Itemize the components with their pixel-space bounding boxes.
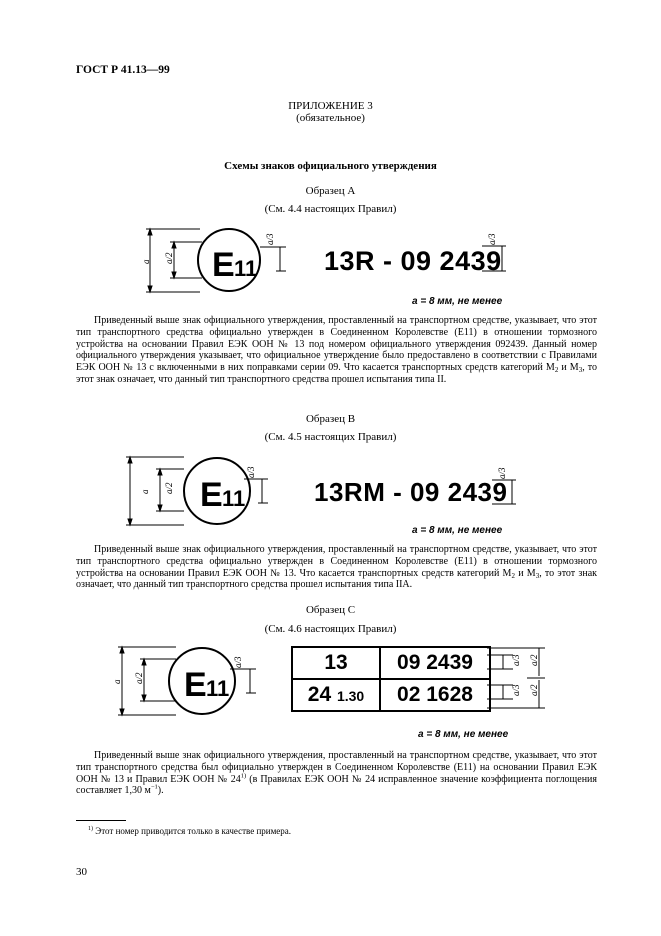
approval-mark-a xyxy=(140,226,300,301)
dimension-a3-b xyxy=(480,458,520,513)
approval-mark-b xyxy=(120,455,280,532)
svg-text:a/2: a/2 xyxy=(164,252,174,264)
mark-letter: E xyxy=(212,246,235,284)
svg-text:a/3: a/3 xyxy=(511,684,521,696)
table-row xyxy=(292,679,490,711)
svg-text:a: a xyxy=(140,489,150,494)
mark-letter: E xyxy=(184,666,207,704)
mark-number: 11 xyxy=(206,676,230,701)
appendix-status: (обязательное) xyxy=(296,112,365,124)
sample-c-title: Образец С xyxy=(305,604,356,616)
svg-text:a: a xyxy=(112,679,122,684)
size-note-c: a = 8 мм, не менее xyxy=(418,729,509,740)
svg-text:a/2: a/2 xyxy=(164,482,174,494)
approval-code-a: 13R - 09 2439 xyxy=(324,246,502,276)
table-cell: 24 1.30 xyxy=(292,679,380,711)
table-cell: 02 1628 xyxy=(380,679,490,711)
sample-c-ref: (См. 4.6 настоящих Правил) xyxy=(264,623,397,635)
sample-b-title: Образец B xyxy=(305,413,356,425)
svg-text:a/2: a/2 xyxy=(529,654,539,666)
approval-code-b: 13RM - 09 2439 xyxy=(314,477,508,507)
sample-a-text: Приведенный выше знак официального утверждения, проставленный на транспортном средстве, указывает, что этот тип транспортного средства официально утвержден в Соединенном Королевстве (Е11) в отношении тормозного устройства на основании Правил ЕЭК ООН № 13 под номером официального утверждения 092439. Данный номер официального утверждения указывает, что официальное утверждение было предоставлено в соответствии с Правилами ЕЭК ООН № 13 с включенными в них поправками серии 09. Что касается транспортных средств категорий $M_2$ и $M_3$, то этот знак означает, что данный тип транспортного средства прошел испытания типа II. xyxy=(76,315,598,385)
footnote-divider xyxy=(76,820,126,821)
dimension-a3-a xyxy=(470,226,510,281)
svg-text:a/3: a/3 xyxy=(265,233,275,245)
svg-text:a/2: a/2 xyxy=(134,672,144,684)
sample-c-text: Приведенный выше знак официального утверждения, проставленный на транспортном средстве, указывает, что этот тип транспортного средства был официально утвержден в Соединенном Королевстве (Е11) на основании Правил ЕЭК ООН № 13 и Правил ЕЭК ООН № 24$^{1)}$ (в Правилах ЕЭК ООН № 24 исправленное значение коэффициента поглощения составляет 1,30 $м^{-1}$). xyxy=(76,750,597,797)
approval-code-table xyxy=(291,646,491,712)
table-cell: 09 2439 xyxy=(380,647,490,679)
svg-text:a: a xyxy=(141,259,151,264)
table-cell: 13 xyxy=(292,647,380,679)
table-row xyxy=(292,647,490,679)
dimension-table xyxy=(487,646,547,715)
document-code: ГОСТ Р 41.13—99 xyxy=(76,64,170,76)
svg-text:a/3: a/3 xyxy=(246,466,256,478)
sample-a-title: Образец А xyxy=(305,185,356,197)
size-note-a: a = 8 мм, не менее xyxy=(412,296,503,307)
mark-number: 11 xyxy=(234,256,258,281)
appendix-title: ПРИЛОЖЕНИЕ 3 xyxy=(288,100,373,112)
svg-text:a/3: a/3 xyxy=(233,656,243,668)
svg-text:a/3: a/3 xyxy=(511,654,521,666)
svg-text:a/3: a/3 xyxy=(487,233,497,245)
mark-number: 11 xyxy=(222,486,246,511)
sample-b-ref: (См. 4.5 настоящих Правил) xyxy=(264,431,397,443)
sample-b-text: Приведенный выше знак официального утверждения, проставленный на транспортном средстве, указывает, что этот тип транспортного средства официально утвержден в Соединенном Королевстве (Е11) в отношении тормозного устройства на основании Правил ЕЭК ООН № 13. Что касается транспортных средств категорий $M_2$ и $M_3$, то этот знак означает, что данный тип транспортного средства прошел испытания типа IIA. xyxy=(76,544,598,591)
page-number: 30 xyxy=(76,866,87,878)
svg-text:a/2: a/2 xyxy=(529,684,539,696)
mark-letter: E xyxy=(200,476,223,514)
footnote: $^{1)}$ Этот номер приводится только в качестве примера. xyxy=(88,826,292,836)
svg-text:a/3: a/3 xyxy=(497,467,507,479)
size-note-b: a = 8 мм, не менее xyxy=(412,525,503,536)
approval-mark-c xyxy=(110,645,270,722)
section-title: Схемы знаков официального утверждения xyxy=(224,160,437,172)
sample-a-ref: (См. 4.4 настоящих Правил) xyxy=(264,203,397,215)
